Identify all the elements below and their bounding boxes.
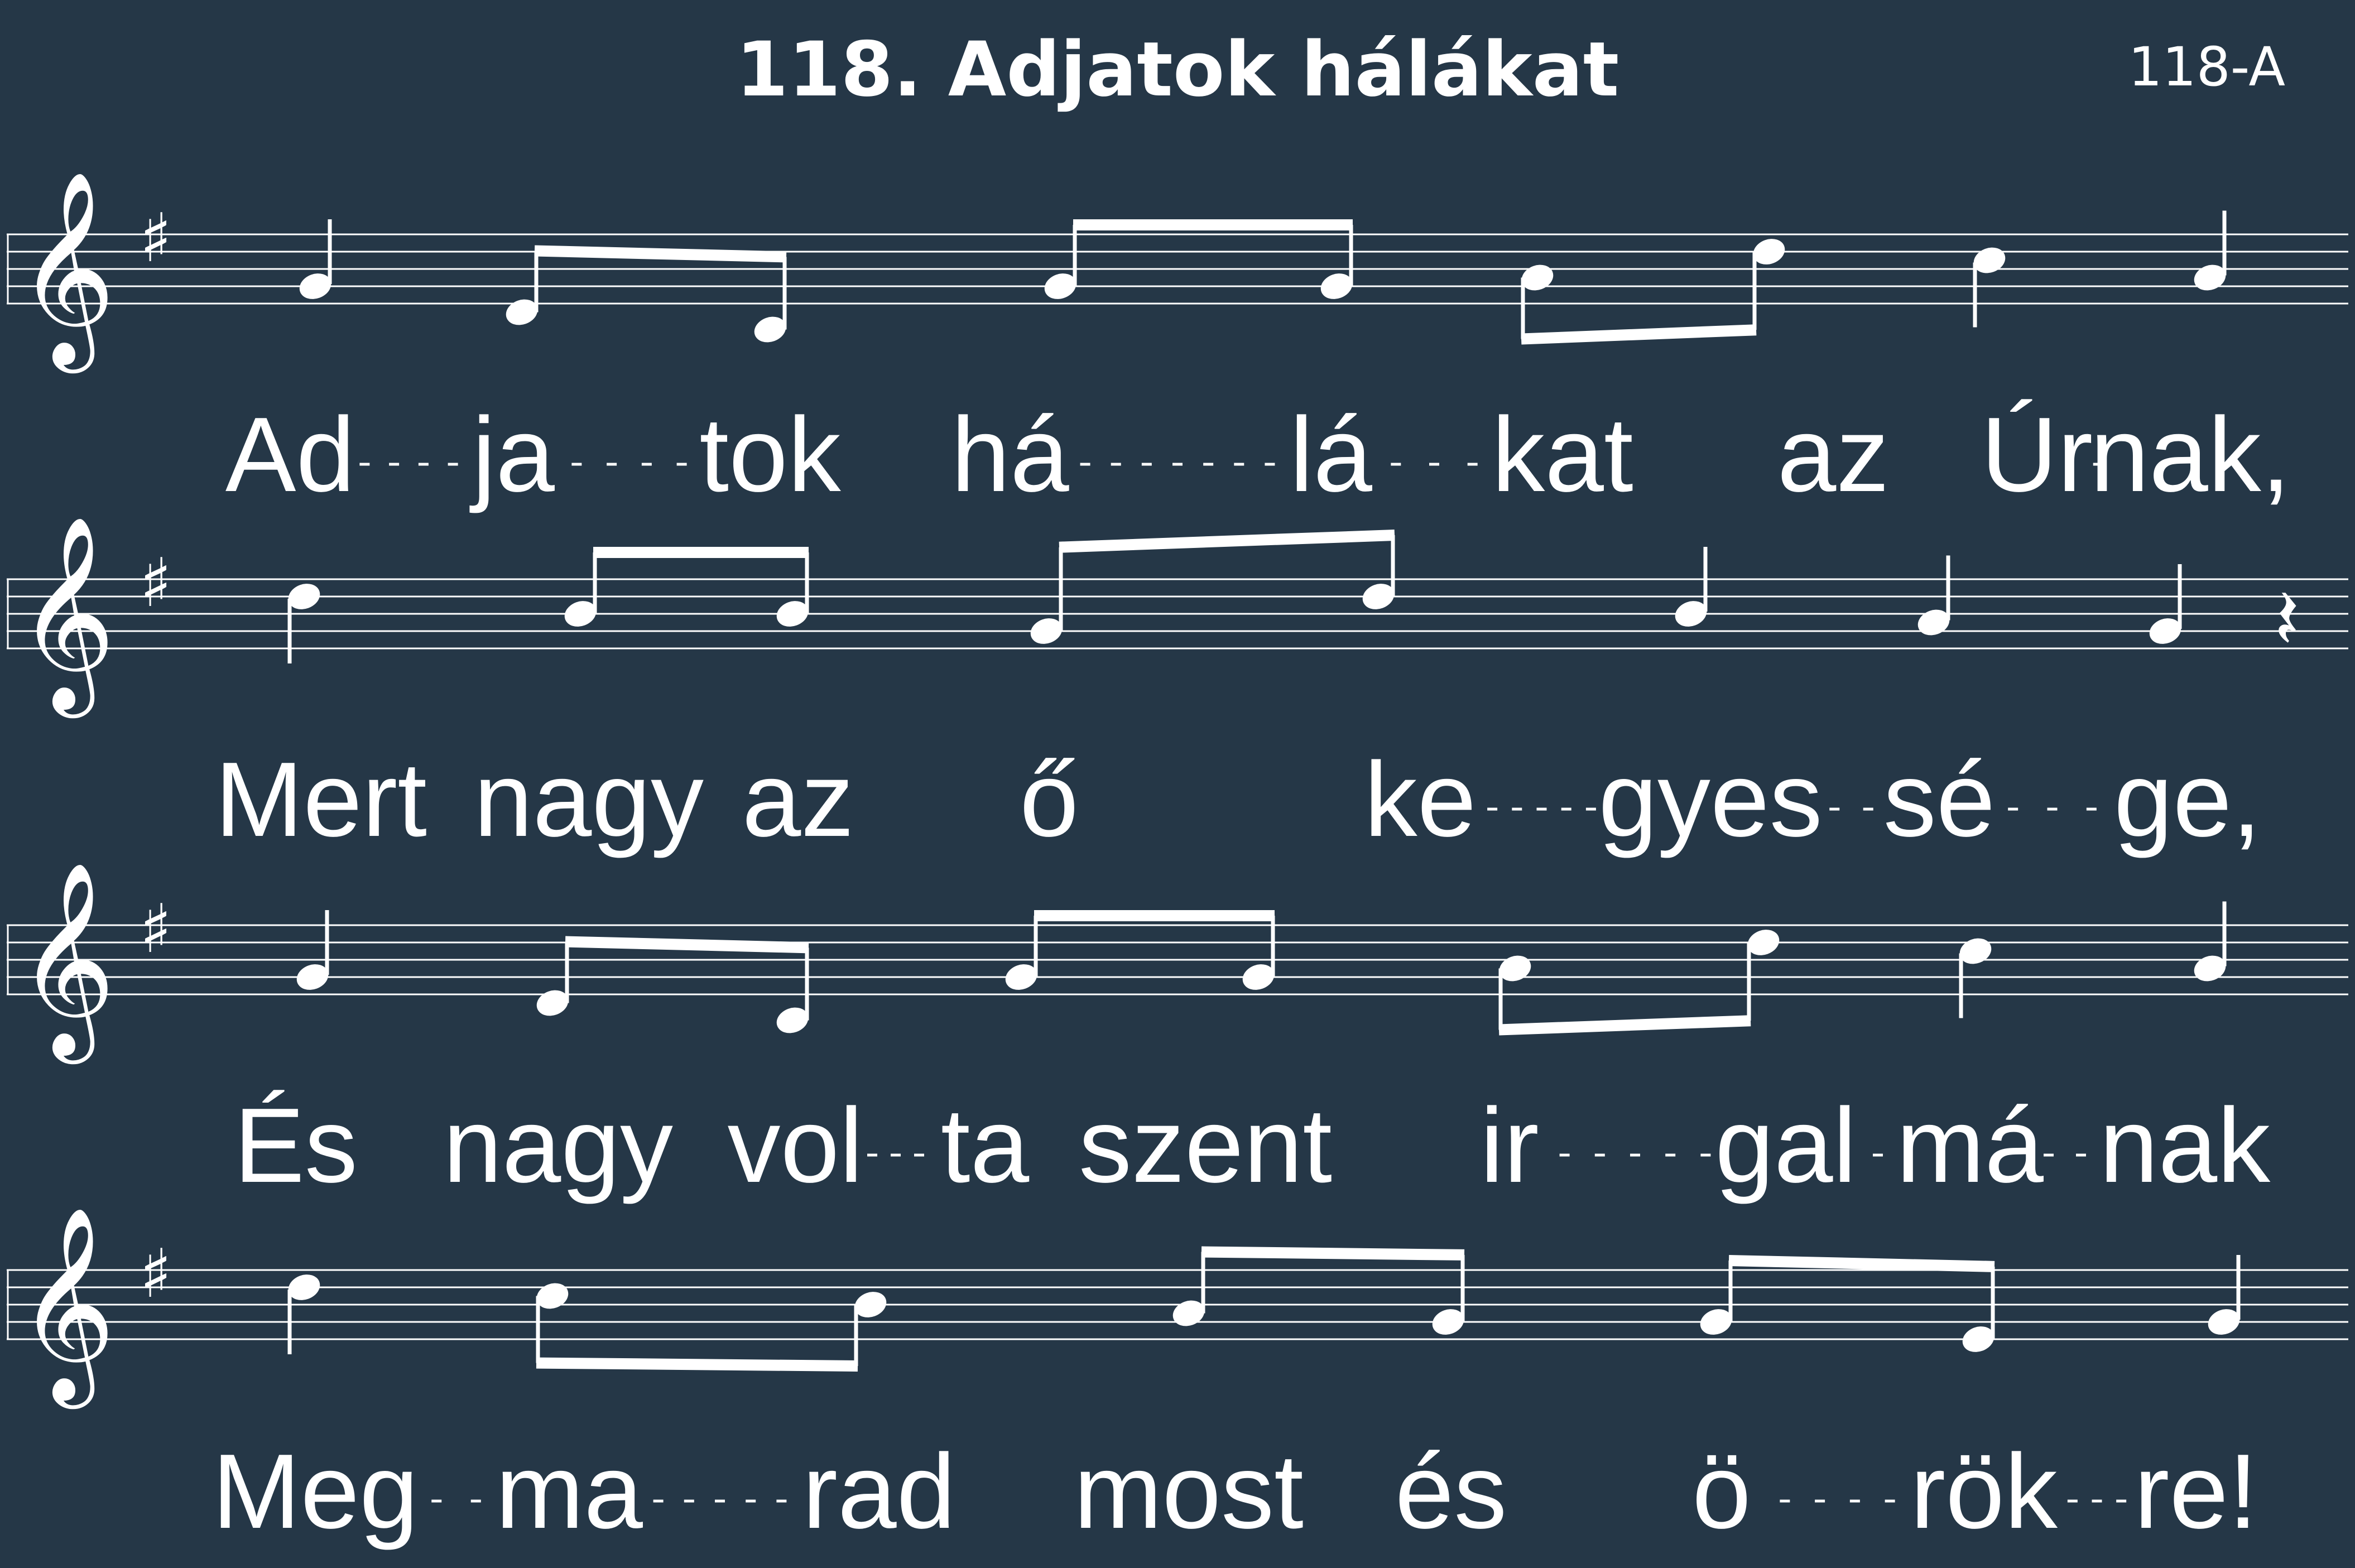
- hymn-title: 118. Adjatok hálákat: [736, 26, 1619, 113]
- lyric-syllable: sé: [1883, 740, 1996, 859]
- note-beam: [1499, 1021, 1751, 1030]
- lyric-syllable: az: [742, 740, 854, 859]
- lyric-syllable: ir: [1480, 1086, 1539, 1205]
- lyric-syllable: re!: [2134, 1432, 2258, 1551]
- lyric-syllable: kat: [1492, 396, 1633, 514]
- lyric-syllable: Úr: [1981, 396, 2093, 514]
- lyric-syllable: tok: [699, 396, 841, 514]
- lyric-syllable: rad: [802, 1432, 956, 1551]
- lyric-syllable: az: [1777, 396, 1890, 514]
- note-beam: [1521, 330, 1756, 339]
- lyric-syllable: há: [951, 396, 1069, 514]
- sharp-key-signature-icon: ♯: [140, 200, 172, 277]
- staff-system: [7, 1205, 2348, 1551]
- lyric-syllable: Mert: [215, 740, 427, 859]
- lyric-syllable: most: [1074, 1432, 1304, 1551]
- treble-clef-icon: 𝄞: [17, 860, 116, 1055]
- treble-clef-icon: 𝄞: [17, 170, 116, 364]
- hymn-code: 118-A: [2128, 36, 2285, 98]
- lyric-syllable: gal: [1715, 1086, 1857, 1205]
- staff-system: [7, 860, 2348, 1205]
- lyric-syllable: És: [234, 1086, 358, 1205]
- lyric-syllable: vol: [727, 1086, 863, 1205]
- note-beam: [1729, 1261, 1994, 1267]
- sharp-key-signature-icon: ♯: [140, 1235, 172, 1313]
- note-beam: [536, 1363, 858, 1366]
- lyric-syllable: ke: [1364, 740, 1477, 859]
- lyric-syllable: Meg: [212, 1432, 419, 1551]
- treble-clef-icon: 𝄞: [17, 514, 116, 709]
- lyric-syllable: ö: [1692, 1432, 1751, 1551]
- lyric-syllable: gyes: [1598, 740, 1823, 859]
- lyric-syllable: nak: [2099, 1086, 2271, 1205]
- note-beam: [535, 251, 786, 257]
- lyric-syllable: má: [1896, 1086, 2044, 1205]
- lyric-syllable: lá: [1290, 396, 1372, 514]
- lyric-syllable: ma: [496, 1432, 643, 1551]
- lyric-syllable: nagy: [473, 740, 704, 859]
- lyric-syllable: nak,: [2090, 396, 2291, 514]
- treble-clef-icon: 𝄞: [17, 1205, 116, 1400]
- lyric-syllable: szent: [1078, 1086, 1333, 1205]
- sharp-key-signature-icon: ♯: [140, 891, 172, 968]
- lyric-syllable: ta: [940, 1086, 1030, 1205]
- sharp-key-signature-icon: ♯: [140, 545, 172, 622]
- staff-system: [7, 514, 2348, 859]
- lyric-syllable: Ad: [225, 396, 355, 514]
- lyric-syllable: ő: [1020, 740, 1079, 859]
- staff-system: [7, 170, 2348, 514]
- note-beam: [1059, 535, 1395, 547]
- lyric-syllable: ge,: [2113, 740, 2262, 859]
- quarter-rest-icon: 𝄽: [2274, 571, 2300, 668]
- lyric-syllable: ja: [472, 396, 555, 514]
- lyric-syllable: és: [1395, 1432, 1507, 1551]
- note-beam: [1201, 1252, 1464, 1255]
- note-beam: [565, 942, 809, 948]
- lyric-syllable: nagy: [443, 1086, 674, 1205]
- lyric-syllable: rök: [1910, 1432, 2058, 1551]
